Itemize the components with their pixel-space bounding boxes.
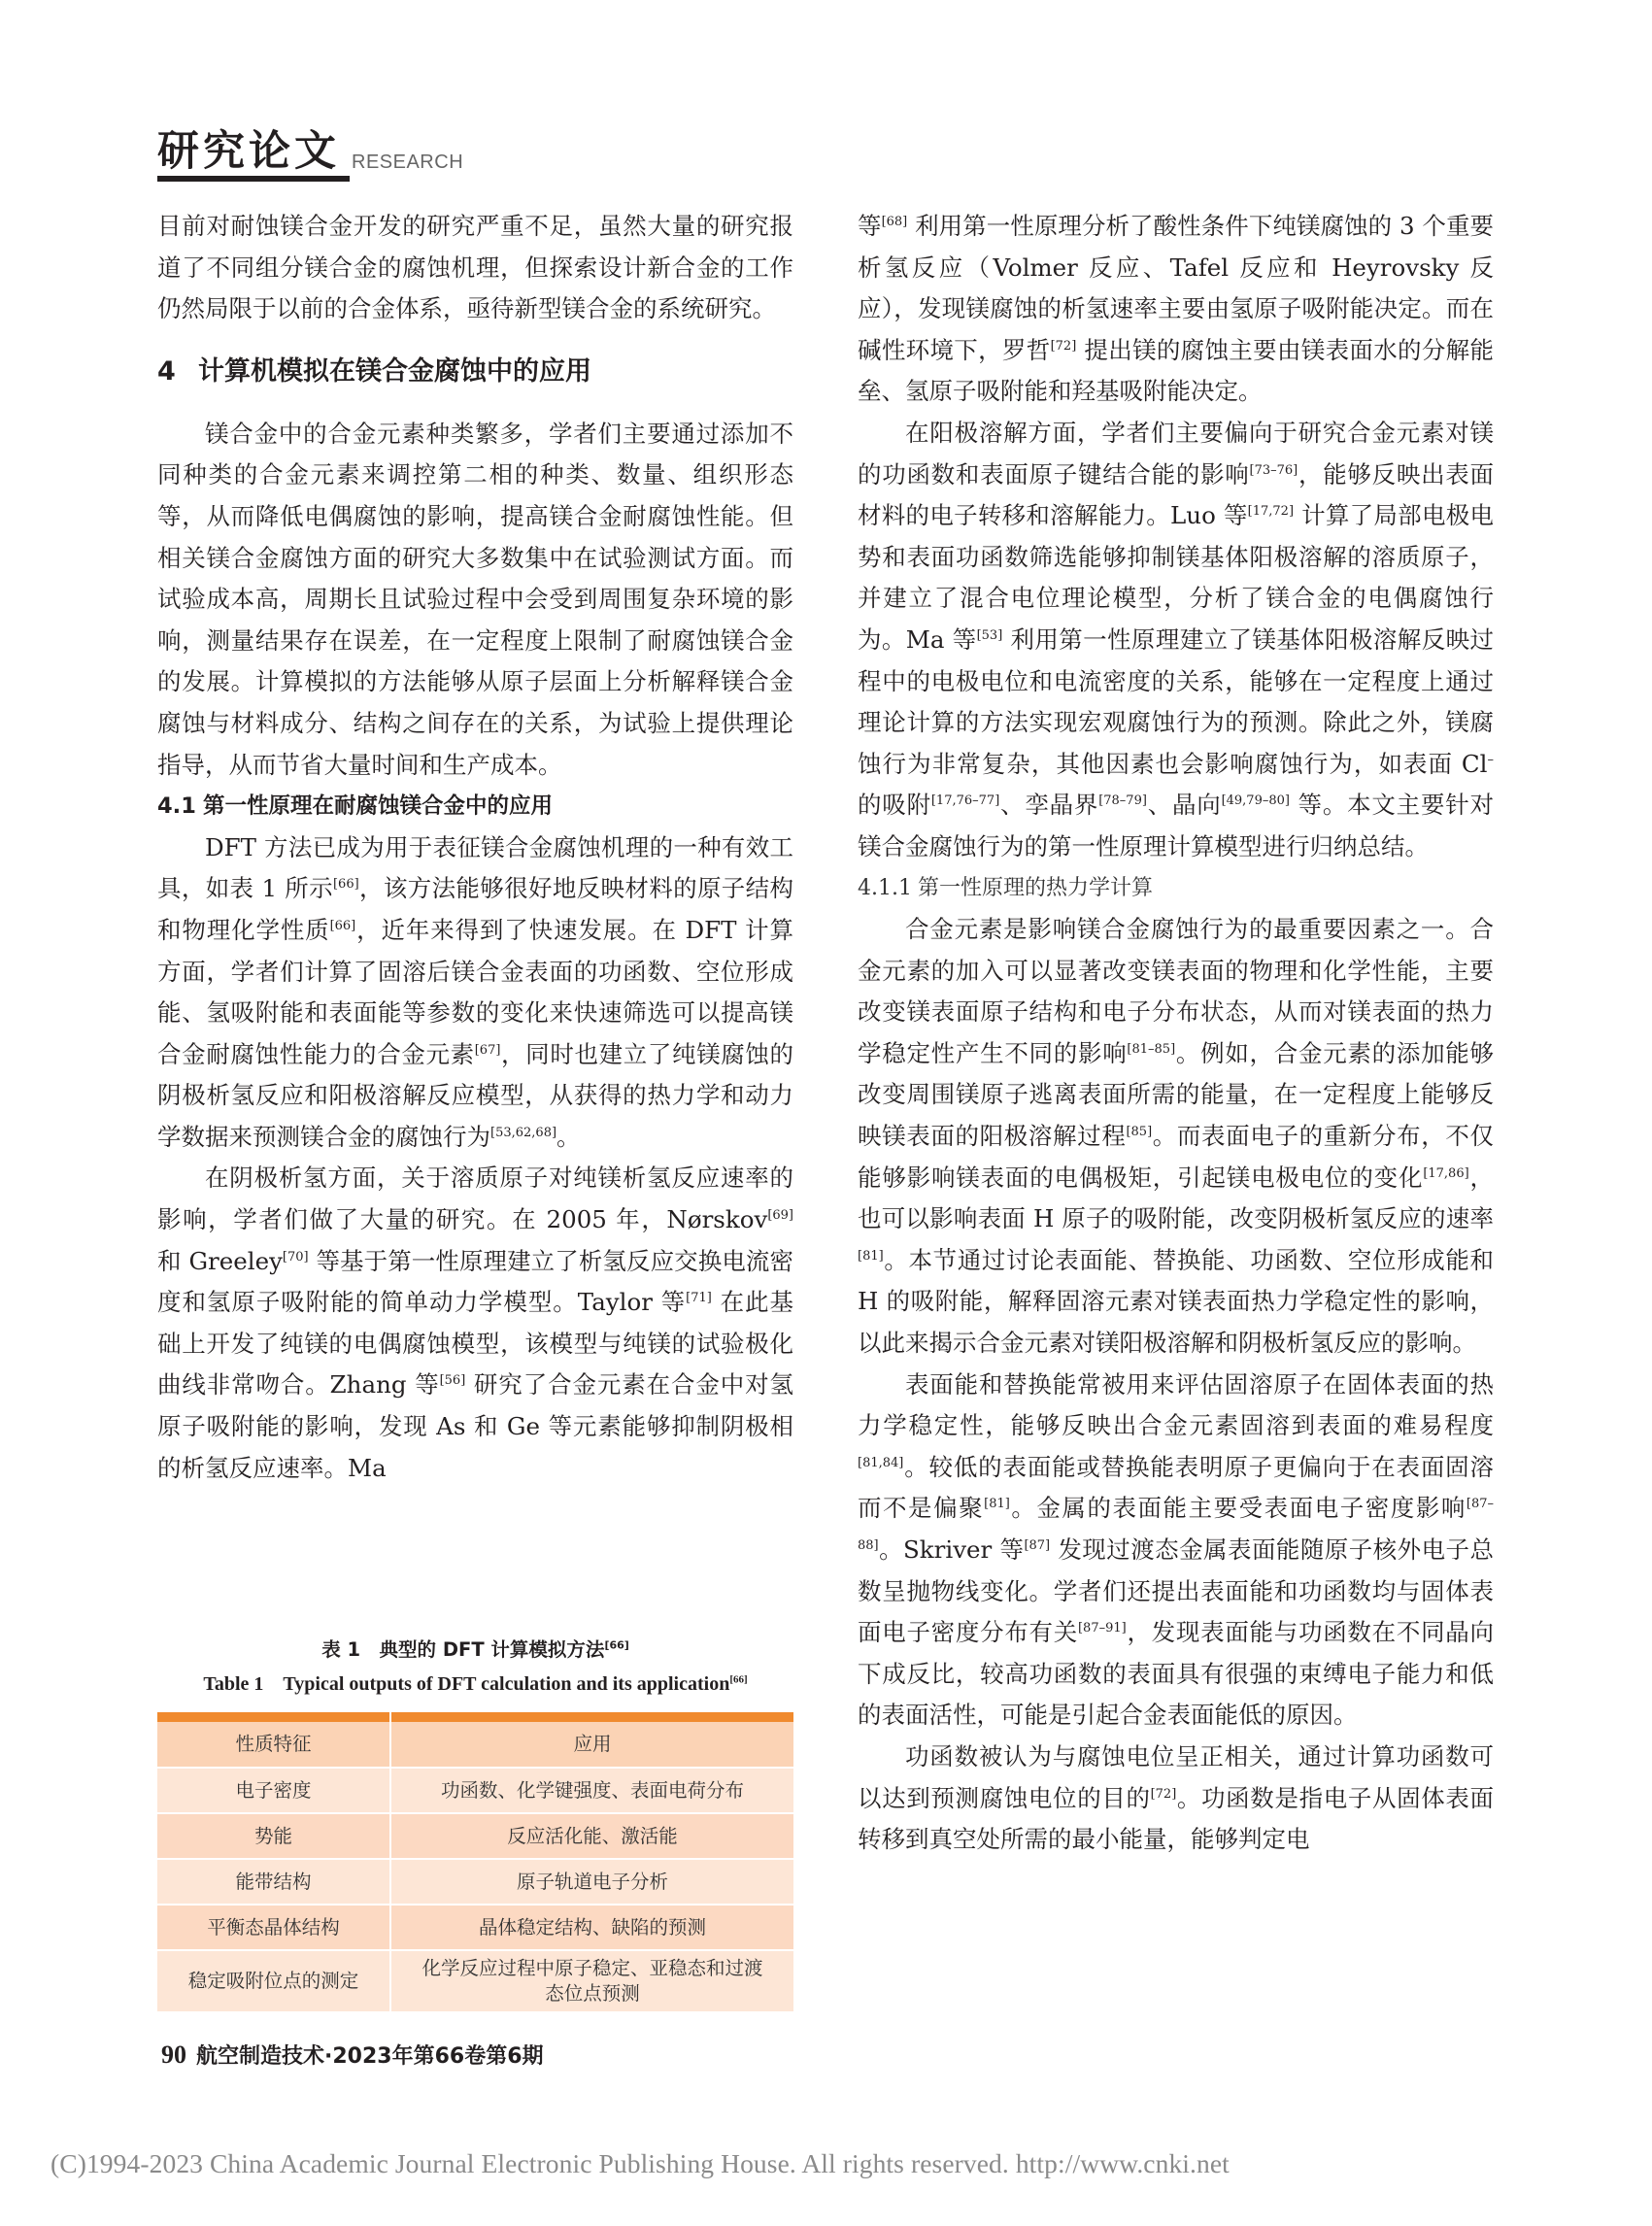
citation: [85] — [1126, 1124, 1153, 1139]
table-caption-en: Table 1 Typical outputs of DFT calculation and its application[66] — [203, 1673, 748, 1695]
table-cell: 晶体稳定结构、缺陷的预测 — [390, 1905, 793, 1950]
page-number: 90 — [161, 2040, 186, 2069]
section-heading-4-1 — [157, 786, 793, 827]
table-cell: 稳定吸附位点的测定 — [157, 1950, 390, 2012]
citation: [68] — [881, 214, 908, 229]
citation: [17,72] — [1247, 504, 1295, 519]
citation: [87] — [1024, 1537, 1051, 1553]
citation: [81,84] — [858, 1455, 904, 1470]
paragraph: 镁合金中的合金元素种类繁多，学者们主要通过添加不同种类的合金元素来调控第二相的种类、数量、组织形态等，从而降低电偶腐蚀的影响，提高镁合金耐腐蚀性能。但相关镁合金腐蚀方面的研究大多数集中在试验测试方面。而试验成本高，周期长且试验过程中会受到周围复杂环境的影响，测量结果存在误差，在一定程度上限制了耐腐蚀镁合金的发展。计算模拟的方法能够从原子层面上分析解释镁合金腐蚀与材料成分、结构之间存在的关系，为试验上提供理论指导，从而节省大量时间和生产成本。 — [157, 419, 793, 779]
table-cell: 原子轨道电子分析 — [390, 1859, 793, 1905]
paragraph: 等[68] 利用第一性原理分析了酸性条件下纯镁腐蚀的 3 个重要析氢反应（Volmer 反应、Tafel 反应和 Heyrovsky 反应），发现镁腐蚀的析氢速率主要由氢原子吸附能决定。而在碱性环境下，罗哲[72] 提出镁的腐蚀主要由镁表面水的分解能垒、氢原子吸附能和羟基吸附能决定。 — [858, 212, 1495, 406]
section-number: 4.1 — [157, 793, 196, 820]
citation: [78–79] — [1098, 793, 1147, 809]
citation: [81] — [858, 1248, 884, 1264]
citation: [72] — [1150, 1786, 1177, 1802]
table-cell: 势能 — [157, 1813, 390, 1859]
section-title: 第一性原理的热力学计算 — [918, 875, 1154, 900]
table-top-bar — [157, 1712, 793, 1722]
table-row — [157, 1768, 793, 1813]
citation: [53] — [976, 627, 1003, 643]
paragraph: 在阴极析氢方面，关于溶质原子对纯镁析氢反应速率的影响，学者们做了大量的研究。在 2005 年，Nørskov[69] 和 Greeley[70] 等基于第一性原理建立了析氢反应交换电流密度和氢原子吸附能的简单动力学模型。Taylor 等[71] 在此基础上开发了纯镁的电偶腐蚀模型，该模型与纯镁的试验极化曲线非常吻合。Zhang 等[56] 研究了合金元素在合金中对氢原子吸附能的影响，发现 As 和 Ge 等元素能够抑制阴极相的析氢反应速率。Ma — [157, 1164, 793, 1482]
section-title: 第一性原理在耐腐蚀镁合金中的应用 — [203, 793, 554, 820]
header-rule — [157, 176, 350, 182]
paragraph: 目前对耐蚀镁合金开发的研究严重不足，虽然大量的研究报道了不同组分镁合金的腐蚀机理，但探索设计新合金的工作仍然局限于以前的合金体系，亟待新型镁合金的系统研究。 — [157, 212, 793, 323]
citation: [53,62,68] — [490, 1125, 557, 1140]
citation: [72] — [1050, 338, 1077, 354]
table-header-cell: 应用 — [390, 1722, 793, 1768]
paragraph: DFT 方法已成为用于表征镁合金腐蚀机理的一种有效工具，如表 1 所示[66]，该方法能够很好地反映材料的原子结构和物理化学性质[66]，近年来得到了快速发展。在 DFT 计算方面，学者们计算了固溶后镁合金表面的功函数、空位形成能、氢吸附能和表面能等参数的变化来快速筛选可以提高镁合金耐腐蚀性能力的合金元素[67]，同时也建立了纯镁腐蚀的阴极析氢反应和阳极溶解反应模型，从获得的热力学和动力学数据来预测镁合金的腐蚀行为[53,62,68]。 — [157, 832, 794, 1151]
citation: [66] — [332, 877, 359, 893]
paragraph: 功函数被认为与腐蚀电位呈正相关，通过计算功函数可以达到预测腐蚀电位的目的[72]。功函数是指电子从固体表面转移到真空处所需的最小能量，能够判定电 — [858, 1741, 1495, 1854]
table-cell: 能带结构 — [157, 1859, 390, 1905]
paragraph: 在阳极溶解方面，学者们主要偏向于研究合金元素对镁的功函数和表面原子键结合能的影响[73–76]，能够反映出表面材料的电子转移和溶解能力。Luo 等[17,72] 计算了局部电极电势和表面功函数筛选能够抑制镁基体阳极溶解的溶质原子，并建立了混合电位理论模型，分析了镁合金的电偶腐蚀行为。Ma 等[53] 利用第一性原理建立了镁基体阳极溶解反映过程中的电极电位和电流密度的关系，能够在一定程度上通过理论计算的方法实现宏观腐蚀行为的预测。除此之外，镁腐蚀行为非常复杂，其他因素也会影响腐蚀行为，如表面 Cl– 的吸附[17,76–77]、孪晶界[78–79]、晶向[49,79–80] 等。本文主要针对镁合金腐蚀行为的第一性原理计算模型进行归纳总结。 — [858, 418, 1495, 860]
section-title: 计算机模拟在镁合金腐蚀中的应用 — [198, 355, 591, 387]
section-heading-4 — [157, 351, 793, 393]
copyright-notice: (C)1994-2023 China Academic Journal Electronic Publishing House. All rights reserved. http://www.cnki.net — [51, 2148, 1230, 2178]
table-header-row — [157, 1722, 793, 1768]
chloride-charge: – — [1487, 752, 1494, 767]
table-header-cell: 性质特征 — [157, 1722, 390, 1768]
citation: [87–88] — [858, 1497, 1495, 1553]
citation: [17,76–77] — [930, 793, 1000, 809]
section-number: 4 — [157, 355, 176, 387]
table-row — [157, 1813, 793, 1859]
table-1 — [157, 1712, 793, 2013]
citation: [87–91] — [1077, 1621, 1127, 1636]
citation: [67] — [474, 1042, 501, 1058]
citation: [73–76] — [1249, 462, 1298, 478]
table-row — [157, 1950, 793, 2012]
paragraph: 表面能和替换能常被用来评估固溶原子在固体表面的热力学稳定性，能够反映出合金元素固溶到表面的难易程度[81,84]。较低的表面能或替换能表明原子更偏向于在表面固溶而不是偏聚[81]。金属的表面能主要受表面电子密度影响[87–88]。Skriver 等[87] 发现过渡态金属表面能随原子核外电子总数呈抛物线变化。学者们还提出表面能和功函数均与固体表面电子密度分布有关[87–91]，发现表面能与功函数在不同晶向下成反比，较高功函数的表面具有很强的束缚电子能力和低的表面活性，可能是引起合金表面能低的原因。 — [858, 1369, 1495, 1730]
page-footer — [161, 2040, 544, 2070]
table-row — [157, 1905, 793, 1950]
table-cell: 平衡态晶体结构 — [157, 1905, 390, 1950]
header-title-cn: 研究论文 — [157, 127, 340, 176]
table-cell: 化学反应过程中原子稳定、亚稳态和过渡态位点预测 — [390, 1950, 793, 2012]
citation: [49,79–80] — [1221, 793, 1290, 809]
citation: [17,86] — [1423, 1165, 1469, 1181]
citation: [81] — [984, 1497, 1010, 1512]
section-heading-4-1-1 — [858, 868, 1494, 910]
table-cell: 反应活化能、激活能 — [390, 1813, 793, 1859]
citation: [69] — [767, 1207, 793, 1223]
citation: [70] — [282, 1249, 309, 1265]
table-caption-cn: 表 1 典型的 DFT 计算模拟方法[66] — [321, 1638, 629, 1661]
citation: [56] — [439, 1373, 466, 1389]
citation: [81–85] — [1127, 1041, 1176, 1057]
table-row — [157, 1859, 793, 1905]
left-column — [157, 206, 793, 1489]
citation: [71] — [686, 1291, 712, 1306]
table-cell: 功函数、化学键强度、表面电荷分布 — [390, 1768, 793, 1813]
journal-name: 航空制造技术·2023年第66卷第6期 — [196, 2044, 544, 2069]
right-column — [858, 206, 1494, 1861]
header-title-en: RESEARCH — [352, 152, 464, 173]
paragraph: 合金元素是影响镁合金腐蚀行为的最重要因素之一。合金元素的加入可以显著改变镁表面的物理和化学性能，主要改变镁表面原子结构和电子分布状态，从而对镁表面的热力学稳定性产生不同的影响[81–85]。例如，合金元素的添加能够改变周围镁原子逃离表面所需的能量，在一定程度上能够反映镁表面的阳极溶解过程[85]。而表面电子的重新分布，不仅能够影响镁表面的电偶极矩，引起镁电极电位的变化[17,86]，也可以影响表面 H 原子的吸附能，改变阴极析氢反应的速率[81]。本节通过讨论表面能、替换能、功函数、空位形成能和 H 的吸附能，解释固溶元素对镁表面热力学稳定性的影响，以此来揭示合金元素对镁阳极溶解和阴极析氢反应的影响。 — [858, 915, 1495, 1358]
citation: [66] — [329, 918, 356, 933]
table-cell: 电子密度 — [157, 1768, 390, 1813]
section-number: 4.1.1 — [858, 875, 912, 900]
